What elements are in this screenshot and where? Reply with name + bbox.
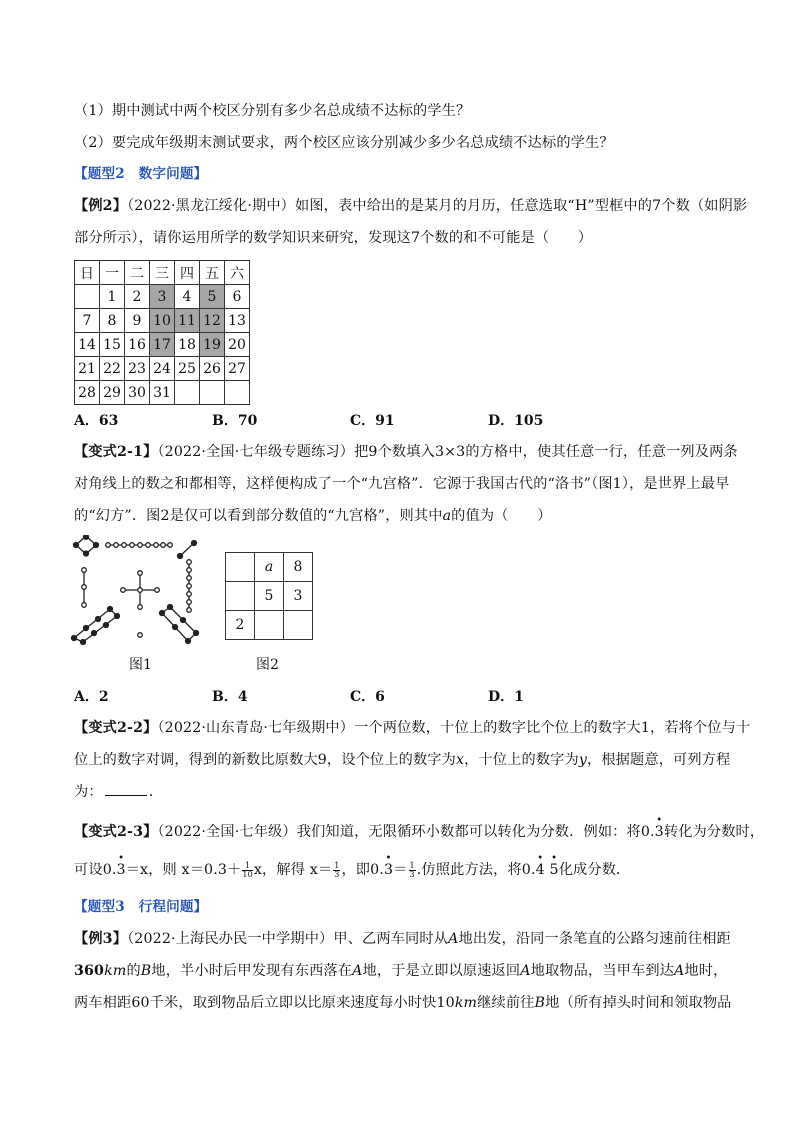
point-b: B bbox=[140, 963, 152, 979]
unit-km: km bbox=[104, 963, 127, 979]
repeating-digit: • 4 bbox=[536, 860, 545, 880]
point-b: B bbox=[534, 995, 546, 1011]
repeating-digit: • 3 bbox=[655, 822, 664, 842]
calendar-header-cell: 二 bbox=[125, 261, 150, 285]
calendar-cell: 22 bbox=[100, 357, 125, 381]
magic-square-row bbox=[226, 611, 313, 640]
decimal-part: 0. bbox=[521, 862, 536, 878]
calendar-cell-shaded: 11 bbox=[175, 309, 200, 333]
calendar-cell-shaded: 3 bbox=[150, 285, 175, 309]
variant23-line1-tail: 转化为分数时， bbox=[663, 824, 765, 840]
option-b: B．70 bbox=[212, 413, 258, 429]
fraction-one-third bbox=[409, 862, 416, 879]
variant23-tag: 【变式2-3】 bbox=[74, 824, 158, 840]
text-segment: .仿照此方法，将 bbox=[416, 862, 522, 878]
calendar-cell: 26 bbox=[200, 357, 225, 381]
variant23-line1 bbox=[74, 822, 764, 842]
example2-tag: 【例2】 bbox=[74, 198, 128, 214]
calendar-row bbox=[75, 309, 250, 333]
variant22-line3-pre: 为： bbox=[74, 784, 103, 800]
calendar-header-row bbox=[75, 261, 250, 285]
text-segment: 地出发，沿同一条笔直的公路匀速前往相距 bbox=[458, 931, 731, 947]
point-a: A bbox=[448, 931, 459, 947]
calendar-cell: 9 bbox=[125, 309, 150, 333]
section-heading-type2: 【题型2 数字问题】 bbox=[74, 166, 208, 182]
variant21-line3-post: 的值为（ ） bbox=[451, 508, 552, 524]
text-segment: ＝x，则 x＝0.3＋ bbox=[125, 862, 242, 878]
calendar-cell: 2 bbox=[125, 285, 150, 309]
calendar-cell: 4 bbox=[175, 285, 200, 309]
calendar-row bbox=[75, 357, 250, 381]
calendar-cell-shaded: 17 bbox=[150, 333, 175, 357]
calendar-cell-shaded: 12 bbox=[200, 309, 225, 333]
option-a: A．63 bbox=[74, 413, 119, 429]
calendar-row bbox=[75, 333, 250, 357]
decimal-part: 0. bbox=[370, 862, 384, 878]
calendar-cell: 8 bbox=[100, 309, 125, 333]
fraction-denominator: 3 bbox=[409, 869, 415, 879]
answer-blank bbox=[105, 783, 147, 796]
text-segment: 化成分数． bbox=[558, 862, 631, 878]
calendar-header-cell: 四 bbox=[175, 261, 200, 285]
fraction-denominator: 10 bbox=[242, 869, 253, 879]
calendar-cell: 30 bbox=[125, 381, 150, 405]
repeating-decimal-0-3 bbox=[370, 862, 393, 878]
text-segment: 可设 bbox=[74, 862, 103, 878]
calendar-cell: 15 bbox=[100, 333, 125, 357]
example2-line1 bbox=[74, 196, 747, 216]
variant22-line2 bbox=[74, 750, 730, 770]
calendar-cell bbox=[225, 381, 250, 405]
text-segment: 两车相距60千米，取到物品后立即以比原来速度每小时快10 bbox=[74, 995, 455, 1011]
unit-km: km bbox=[454, 995, 478, 1011]
calendar-cell: 1 bbox=[100, 285, 125, 309]
calendar-cell: 13 bbox=[225, 309, 250, 333]
calendar-cell: 7 bbox=[75, 309, 100, 333]
text-segment: （2022·上海民办民一中学期中）甲、乙两车同时从 bbox=[127, 931, 449, 947]
fraction-one-tenth bbox=[242, 862, 252, 879]
option-d: D．1 bbox=[488, 689, 524, 705]
calendar-header-cell: 日 bbox=[75, 261, 100, 285]
variant22-line1 bbox=[74, 718, 750, 738]
calendar-header-cell: 一 bbox=[100, 261, 125, 285]
fraction-numerator: 1 bbox=[334, 860, 340, 870]
point-a: A bbox=[352, 963, 363, 979]
magic-square-row bbox=[226, 582, 313, 611]
calendar-cell: 25 bbox=[175, 357, 200, 381]
figure2-caption: 图2 bbox=[256, 657, 279, 673]
variant22-line2-post: ，根据题意，可列方程 bbox=[587, 752, 731, 768]
example2-line2: 部分所示），请你运用所学的数学知识来研究，发现这7个数的和不可能是（ ） bbox=[74, 230, 593, 246]
magic-square-row bbox=[226, 553, 313, 582]
option-c: C．6 bbox=[350, 689, 385, 705]
calendar-cell: 29 bbox=[100, 381, 125, 405]
calendar-cell-shaded: 5 bbox=[200, 285, 225, 309]
variable-x: x bbox=[455, 752, 465, 768]
distance-value: 360 bbox=[74, 963, 105, 979]
option-b: B．4 bbox=[212, 689, 248, 705]
example3-line3 bbox=[74, 993, 732, 1013]
question-2: （2）要完成年级期末测试要求，两个校区应该分别减少多少名总成绩不达标的学生？ bbox=[74, 135, 614, 151]
variant21-line3 bbox=[74, 506, 552, 526]
magic-square-cell bbox=[255, 611, 284, 640]
variant22-line2-mid: ，十位上的数字为 bbox=[464, 752, 579, 768]
decimal-part: 0. bbox=[640, 824, 655, 840]
repeating-digit: • 3 bbox=[384, 860, 393, 880]
calendar-cell: 31 bbox=[150, 381, 175, 405]
variant21-line1 bbox=[74, 442, 738, 462]
text-segment: 地，半小时后甲发现有东西落在 bbox=[151, 963, 353, 979]
magic-square-cell bbox=[284, 611, 313, 640]
variable-y: y bbox=[578, 752, 587, 768]
variant21-line2: 对角线上的数之和都相等，这样便构成了一个“九宫格”．它源于我国古代的“洛书”（图1），是世界上最早 bbox=[74, 476, 730, 492]
variant23-text: （2022·全国·七年级）我们知道，无限循环小数都可以转化为分数．例如：将 bbox=[157, 824, 641, 840]
repeating-decimal-0-45 bbox=[522, 862, 559, 878]
calendar-header-cell: 五 bbox=[200, 261, 225, 285]
magic-square-table bbox=[225, 552, 313, 640]
variant21-tag: 【变式2-1】 bbox=[74, 444, 158, 460]
decimal-part: 0. bbox=[102, 862, 117, 878]
variant22-line3-post: ． bbox=[148, 784, 164, 800]
variant22-line2-pre: 位上的数字对调，得到的新数比原数大9，设个位上的数字为 bbox=[74, 752, 456, 768]
point-a: A bbox=[520, 963, 531, 979]
calendar-cell: 21 bbox=[75, 357, 100, 381]
calendar-cell: 20 bbox=[225, 333, 250, 357]
option-d: D．105 bbox=[488, 413, 544, 429]
calendar-cell bbox=[75, 285, 100, 309]
variant22-tag: 【变式2-2】 bbox=[74, 720, 158, 736]
variant22-line3 bbox=[74, 782, 163, 802]
fraction-numerator: 1 bbox=[242, 862, 252, 871]
variant23-line2 bbox=[74, 860, 630, 880]
text-segment: x，解得 x＝ bbox=[253, 862, 333, 878]
calendar-header-cell: 三 bbox=[150, 261, 175, 285]
text-segment: 的 bbox=[126, 963, 141, 979]
option-c: C．91 bbox=[350, 413, 395, 429]
example3-line1 bbox=[74, 929, 731, 949]
calendar-cell: 18 bbox=[175, 333, 200, 357]
magic-square-cell: 5 bbox=[255, 582, 284, 611]
fraction-numerator: 1 bbox=[409, 860, 415, 870]
point-a: A bbox=[674, 963, 685, 979]
figure1-caption: 图1 bbox=[129, 657, 152, 673]
fraction-one-third bbox=[333, 862, 340, 879]
calendar-cell-shaded: 19 bbox=[200, 333, 225, 357]
calendar-cell: 6 bbox=[225, 285, 250, 309]
magic-square-cell: 3 bbox=[284, 582, 313, 611]
section-heading-type3: 【题型3 行程问题】 bbox=[74, 899, 208, 915]
repeating-decimal-0-3 bbox=[641, 824, 664, 840]
option-a: A．2 bbox=[74, 689, 109, 705]
text-segment: 地，于是立即以原速返回 bbox=[362, 963, 521, 979]
variant21-text: （2022·全国·七年级专题练习）把9个数填入3×3的方格中，使其任意一行，任意一列及两条 bbox=[157, 444, 738, 460]
calendar-row bbox=[75, 285, 250, 309]
variant22-text: （2022·山东青岛·七年级期中）一个两位数，十位上的数字比个位上的数字大1，若将个位与十 bbox=[157, 720, 751, 736]
magic-square-cell: 2 bbox=[226, 611, 255, 640]
fraction-denominator: 3 bbox=[334, 869, 340, 879]
calendar-cell: 28 bbox=[75, 381, 100, 405]
magic-square-cell: a bbox=[255, 553, 284, 582]
calendar-header-cell: 六 bbox=[225, 261, 250, 285]
calendar-cell: 24 bbox=[150, 357, 175, 381]
magic-square-cell bbox=[226, 553, 255, 582]
magic-square-cell bbox=[226, 582, 255, 611]
text-segment: 地时， bbox=[684, 963, 728, 979]
repeating-digit: • 3 bbox=[117, 860, 126, 880]
magic-square-cell: 8 bbox=[284, 553, 313, 582]
calendar-cell: 23 bbox=[125, 357, 150, 381]
text-segment: 地（所有掉头时间和领取物品 bbox=[545, 995, 732, 1011]
luoshu-figure bbox=[66, 535, 206, 645]
calendar-table bbox=[74, 260, 250, 405]
calendar-cell-shaded: 10 bbox=[150, 309, 175, 333]
example2-text: （2022·黑龙江绥化·期中）如图，表中给出的是某月的月历，任意选取“H”型框中的7个数（如阴影 bbox=[127, 198, 748, 214]
example3-line2 bbox=[74, 961, 727, 981]
variable-a: a bbox=[442, 508, 452, 524]
repeating-digit: • 5 bbox=[550, 860, 559, 880]
repeating-decimal-0-3 bbox=[103, 862, 126, 878]
calendar-cell: 14 bbox=[75, 333, 100, 357]
text-segment: 地取物品，当甲车到达 bbox=[530, 963, 675, 979]
question-1: （1）期中测试中两个校区分别有多少名总成绩不达标的学生？ bbox=[74, 103, 471, 119]
text-segment: ，即 bbox=[341, 862, 371, 878]
calendar-cell bbox=[175, 381, 200, 405]
calendar-row bbox=[75, 381, 250, 405]
variant21-line3-pre: 的“幻方”．图2是仅可以看到部分数值的“九宫格”，则其中 bbox=[74, 508, 443, 524]
example3-tag: 【例3】 bbox=[74, 931, 128, 947]
calendar-cell bbox=[200, 381, 225, 405]
calendar-cell: 16 bbox=[125, 333, 150, 357]
text-segment: ＝ bbox=[393, 862, 408, 878]
calendar-cell: 27 bbox=[225, 357, 250, 381]
text-segment: 继续前往 bbox=[477, 995, 535, 1011]
